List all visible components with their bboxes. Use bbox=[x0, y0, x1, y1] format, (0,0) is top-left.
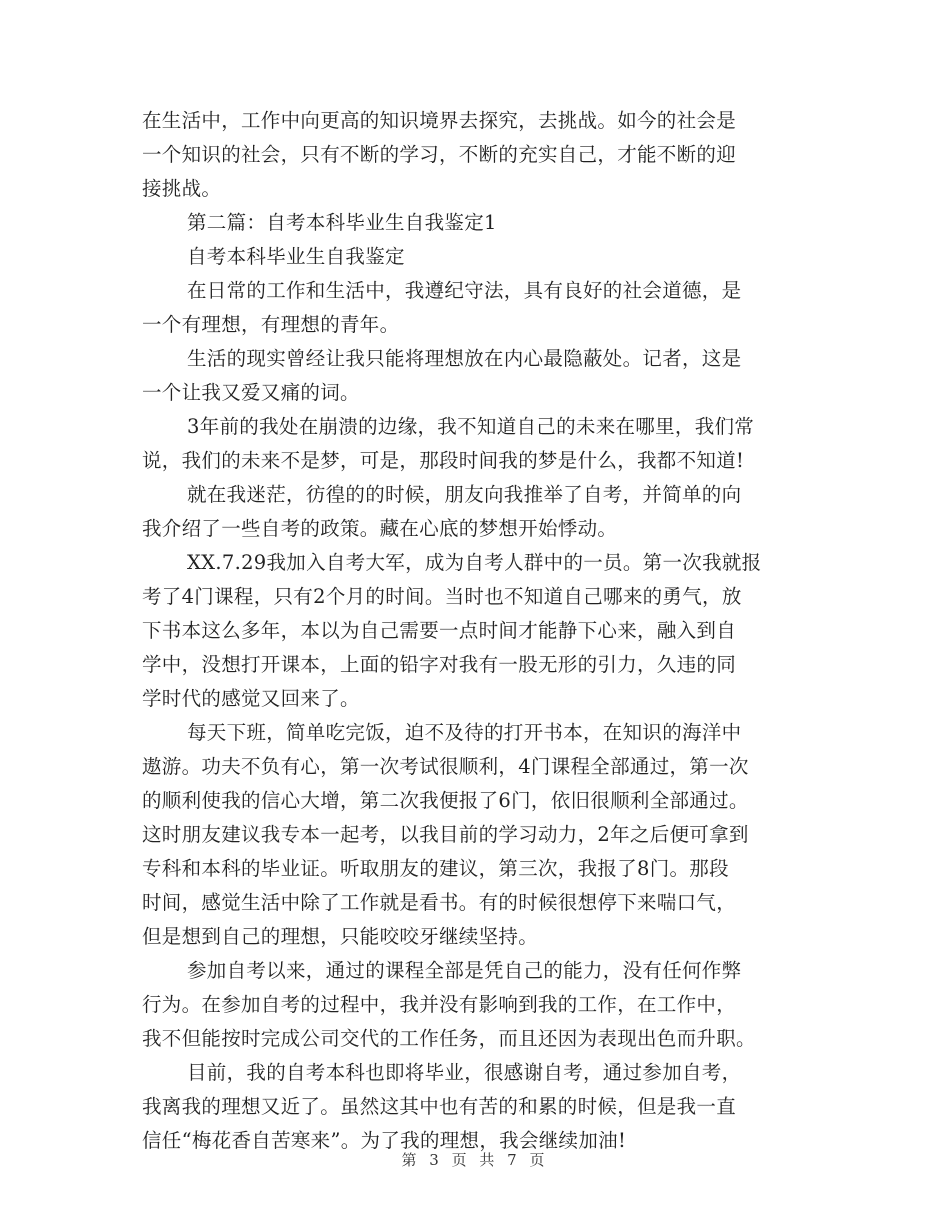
text-line: 就在我迷茫，彷徨的的时候，朋友向我推举了自考，并简单的向 bbox=[187, 483, 742, 506]
section-subtitle: 自考本科毕业生自我鉴定 bbox=[187, 245, 405, 268]
text-line: 生活的现实曾经让我只能将理想放在内心最隐蔽处。记者，这是 bbox=[187, 347, 742, 370]
text-line: 我离我的理想又近了。虽然这其中也有苦的和累的时候，但是我一直 bbox=[142, 1095, 737, 1118]
page-number-footer: 第 3 页 共 7 页 bbox=[401, 1151, 549, 1169]
text-line: 但是想到自己的理想，只能咬咬牙继续坚持。 bbox=[142, 925, 539, 948]
body-text bbox=[142, 104, 810, 1158]
text-line: 这时朋友建议我专本一起考，以我目前的学习动力，2年之后便可拿到 bbox=[142, 823, 749, 846]
text-line: 考了4门课程，只有2个月的时间。当时也不知道自己哪来的勇气，放 bbox=[142, 585, 742, 608]
text-line: 说，我们的未来不是梦，可是，那段时间我的梦是什么，我都不知道! bbox=[142, 449, 745, 472]
text-line: 行为。在参加自考的过程中，我并没有影响到我的工作，在工作中， bbox=[142, 993, 737, 1016]
text-line: 学中，没想打开课本，上面的铅字对我有一股无形的引力，久违的同 bbox=[142, 653, 737, 676]
text-line: 在日常的工作和生活中，我遵纪守法，具有良好的社会道德，是 bbox=[187, 279, 742, 302]
text-line: 遨游。功夫不负有心，第一次考试很顺利，4门课程全部通过，第一次 bbox=[142, 755, 749, 778]
text-line: 我介绍了一些自考的政策。藏在心底的梦想开始悸动。 bbox=[142, 517, 618, 540]
section-heading: 第二篇：自考本科毕业生自我鉴定1 bbox=[187, 211, 497, 234]
text-line: 在生活中，工作中向更高的知识境界去探究，去挑战。如今的社会是 bbox=[142, 109, 737, 132]
text-line: 我不但能按时完成公司交代的工作任务，而且还因为表现出色而升职。 bbox=[142, 1027, 756, 1050]
text-line: 的顺利使我的信心大增，第二次我便报了6门，依旧很顺利全部通过。 bbox=[142, 789, 749, 812]
text-line: 接挑战。 bbox=[142, 177, 222, 200]
text-line: 3年前的我处在崩溃的边缘，我不知道自己的未来在哪里，我们常 bbox=[187, 415, 755, 438]
text-line: 参加自考以来，通过的课程全部是凭自己的能力，没有任何作弊 bbox=[187, 959, 742, 982]
text-line: 下书本这么多年，本以为自己需要一点时间才能静下心来，融入到自 bbox=[142, 619, 737, 642]
text-line: 专科和本科的毕业证。听取朋友的建议，第三次，我报了8门。那段 bbox=[142, 857, 729, 880]
text-line: 每天下班，简单吃完饭，迫不及待的打开书本，在知识的海洋中 bbox=[187, 721, 742, 744]
text-line: 时间，感觉生活中除了工作就是看书。有的时候很想停下来喘口气， bbox=[142, 891, 737, 914]
text-line: 信任“梅花香自苦寒来”。为了我的理想，我会继续加油! bbox=[142, 1129, 627, 1152]
text-line: 一个让我又爱又痛的词。 bbox=[142, 381, 360, 404]
text-line: 一个有理想，有理想的青年。 bbox=[142, 313, 400, 336]
text-line: 学时代的感觉又回来了。 bbox=[142, 687, 360, 710]
text-line: 一个知识的社会，只有不断的学习，不断的充实自己，才能不断的迎 bbox=[142, 143, 737, 166]
text-line: XX.7.29我加入自考大军，成为自考人群中的一员。第一次我就报 bbox=[187, 551, 762, 574]
text-line: 目前，我的自考本科也即将毕业，很感谢自考，通过参加自考， bbox=[187, 1061, 742, 1084]
